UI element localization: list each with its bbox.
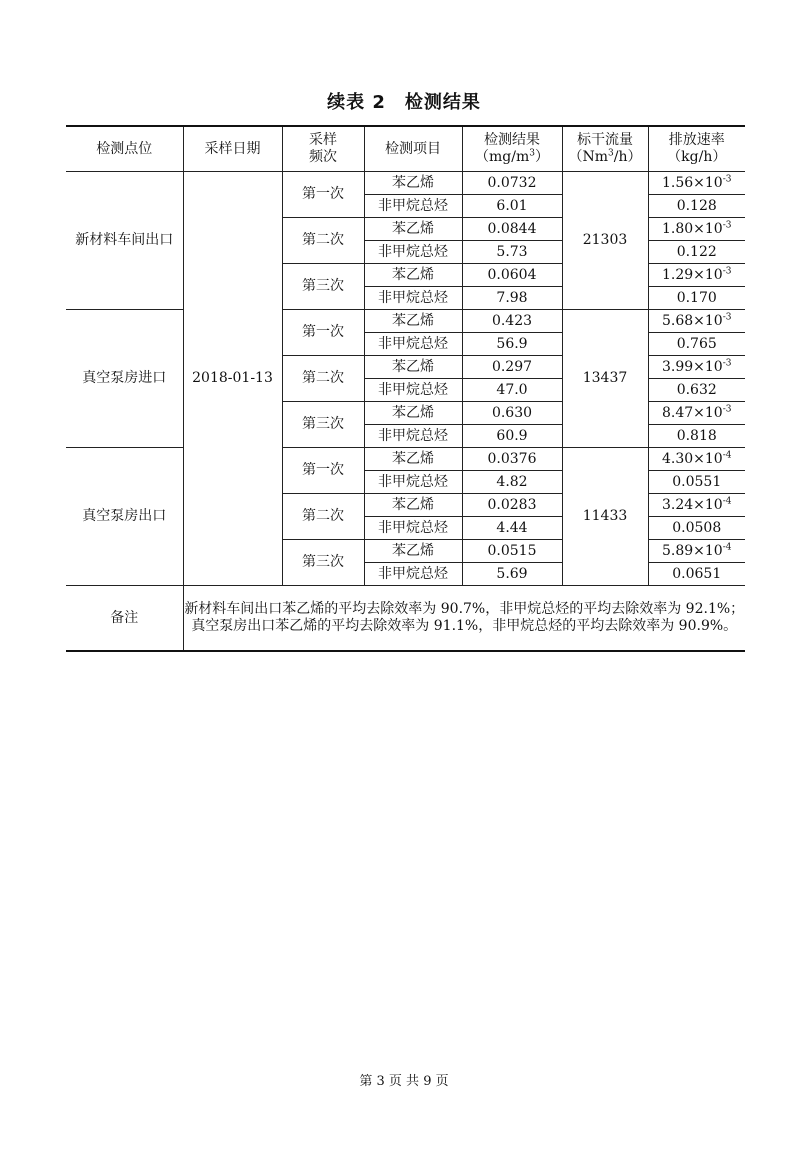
rate-mantissa: 5.89×10 — [662, 542, 723, 559]
item-cell: 苯乙烯 — [364, 172, 462, 195]
table-row — [66, 172, 745, 195]
frequency-cell: 第三次 — [282, 540, 364, 586]
rate-cell — [648, 172, 745, 195]
result-cell: 0.0732 — [462, 172, 562, 195]
frequency-cell: 第二次 — [282, 356, 364, 402]
rate-cell — [648, 494, 745, 517]
header-date: 采样日期 — [183, 126, 282, 172]
flow-cell: 13437 — [562, 310, 648, 448]
rate-cell: 0.632 — [648, 379, 745, 402]
rate-mantissa: 1.56×10 — [662, 174, 723, 191]
item-cell: 苯乙烯 — [364, 218, 462, 241]
result-cell: 0.630 — [462, 402, 562, 425]
page-footer: 第 3 页 共 9 页 — [359, 1074, 449, 1089]
rate-exponent: -3 — [722, 265, 732, 276]
header-rate-line1: 排放速率 — [668, 132, 725, 148]
rate-exponent: -3 — [722, 357, 732, 368]
header-result-unit: （mg/m — [475, 149, 530, 165]
item-cell: 苯乙烯 — [364, 264, 462, 287]
rate-exponent: -4 — [722, 541, 732, 552]
header-point: 检测点位 — [66, 126, 183, 172]
item-cell: 苯乙烯 — [364, 494, 462, 517]
item-cell: 苯乙烯 — [364, 402, 462, 425]
point-cell: 新材料车间出口 — [66, 172, 183, 310]
header-flow-unit-end: /h） — [613, 149, 642, 165]
item-cell: 苯乙烯 — [364, 310, 462, 333]
table-row — [66, 448, 745, 471]
page-title: 续表 2 检测结果 — [327, 92, 481, 113]
point-cell: 真空泵房进口 — [66, 310, 183, 448]
rate-cell: 0.0651 — [648, 563, 745, 586]
notes-label: 备注 — [66, 586, 183, 652]
header-result-line1: 检测结果 — [484, 132, 540, 148]
rate-cell: 0.122 — [648, 241, 745, 264]
header-frequency-line1: 采样 — [309, 132, 337, 148]
frequency-cell: 第一次 — [282, 448, 364, 494]
rate-mantissa: 3.24×10 — [662, 496, 723, 513]
result-cell: 4.44 — [462, 517, 562, 540]
header-item: 检测项目 — [364, 126, 462, 172]
result-cell: 4.82 — [462, 471, 562, 494]
result-cell: 0.423 — [462, 310, 562, 333]
table-body — [66, 172, 745, 586]
point-cell: 真空泵房出口 — [66, 448, 183, 586]
rate-cell: 0.170 — [648, 287, 745, 310]
result-cell: 7.98 — [462, 287, 562, 310]
result-cell: 5.73 — [462, 241, 562, 264]
header-result — [462, 126, 562, 172]
item-cell: 非甲烷总烃 — [364, 425, 462, 448]
date-cell: 2018-01-13 — [183, 172, 282, 586]
flow-cell: 11433 — [562, 448, 648, 586]
header-frequency — [282, 126, 364, 172]
item-cell: 非甲烷总烃 — [364, 195, 462, 218]
frequency-cell: 第二次 — [282, 218, 364, 264]
item-cell: 非甲烷总烃 — [364, 287, 462, 310]
flow-cell: 21303 — [562, 172, 648, 310]
rate-cell — [648, 540, 745, 563]
rate-cell: 0.0551 — [648, 471, 745, 494]
rate-cell: 0.128 — [648, 195, 745, 218]
rate-mantissa: 4.30×10 — [662, 450, 723, 467]
frequency-cell: 第二次 — [282, 494, 364, 540]
frequency-cell: 第一次 — [282, 172, 364, 218]
rate-mantissa: 1.80×10 — [662, 220, 723, 237]
frequency-cell: 第三次 — [282, 402, 364, 448]
frequency-cell: 第一次 — [282, 310, 364, 356]
item-cell: 苯乙烯 — [364, 356, 462, 379]
rate-mantissa: 8.47×10 — [662, 404, 723, 421]
item-cell: 非甲烷总烃 — [364, 379, 462, 402]
rate-exponent: -3 — [722, 219, 732, 230]
rate-exponent: -3 — [722, 403, 732, 414]
frequency-cell: 第三次 — [282, 264, 364, 310]
item-cell: 苯乙烯 — [364, 448, 462, 471]
item-cell: 非甲烷总烃 — [364, 563, 462, 586]
result-cell: 0.0283 — [462, 494, 562, 517]
rate-cell — [648, 218, 745, 241]
rate-cell: 0.0508 — [648, 517, 745, 540]
header-flow-unit: （Nm — [568, 149, 609, 165]
item-cell: 苯乙烯 — [364, 540, 462, 563]
header-row — [66, 126, 745, 172]
rate-cell: 0.765 — [648, 333, 745, 356]
result-cell: 5.69 — [462, 563, 562, 586]
header-flow — [562, 126, 648, 172]
result-cell: 0.0604 — [462, 264, 562, 287]
result-cell: 0.0376 — [462, 448, 562, 471]
rate-mantissa: 3.99×10 — [662, 358, 723, 375]
result-cell: 6.01 — [462, 195, 562, 218]
rate-cell — [648, 448, 745, 471]
rate-cell — [648, 310, 745, 333]
header-frequency-line2: 频次 — [309, 149, 337, 165]
rate-cell — [648, 356, 745, 379]
table-row — [66, 310, 745, 333]
result-cell: 47.0 — [462, 379, 562, 402]
rate-cell: 0.818 — [648, 425, 745, 448]
rate-mantissa: 1.29×10 — [662, 266, 723, 283]
rate-exponent: -3 — [722, 311, 732, 322]
rate-exponent: -4 — [722, 495, 732, 506]
rate-exponent: -4 — [722, 449, 732, 460]
header-flow-line1: 标干流量 — [577, 132, 633, 148]
item-cell: 非甲烷总烃 — [364, 517, 462, 540]
rate-exponent: -3 — [722, 173, 732, 184]
result-cell: 0.0515 — [462, 540, 562, 563]
header-result-unit-sup: 3 — [529, 148, 535, 159]
rate-cell — [648, 402, 745, 425]
item-cell: 非甲烷总烃 — [364, 333, 462, 356]
rate-mantissa: 5.68×10 — [662, 312, 723, 329]
header-rate-unit: （kg/h） — [667, 149, 727, 165]
notes-text: 新材料车间出口苯乙烯的平均去除效率为 90.7%，非甲烷总烃的平均去除效率为 92.1%；真空泵房出口苯乙烯的平均去除效率为 91.1%，非甲烷总烃的平均去除效率为 90.9%。 — [183, 586, 745, 652]
result-cell: 56.9 — [462, 333, 562, 356]
item-cell: 非甲烷总烃 — [364, 241, 462, 264]
header-result-unit-end: ） — [534, 149, 549, 165]
results-table — [66, 125, 745, 652]
header-flow-unit-sup: 3 — [608, 148, 614, 159]
result-cell: 0.297 — [462, 356, 562, 379]
header-rate — [648, 126, 745, 172]
result-cell: 60.9 — [462, 425, 562, 448]
item-cell: 非甲烷总烃 — [364, 471, 462, 494]
rate-cell — [648, 264, 745, 287]
notes-row — [66, 586, 745, 652]
result-cell: 0.0844 — [462, 218, 562, 241]
